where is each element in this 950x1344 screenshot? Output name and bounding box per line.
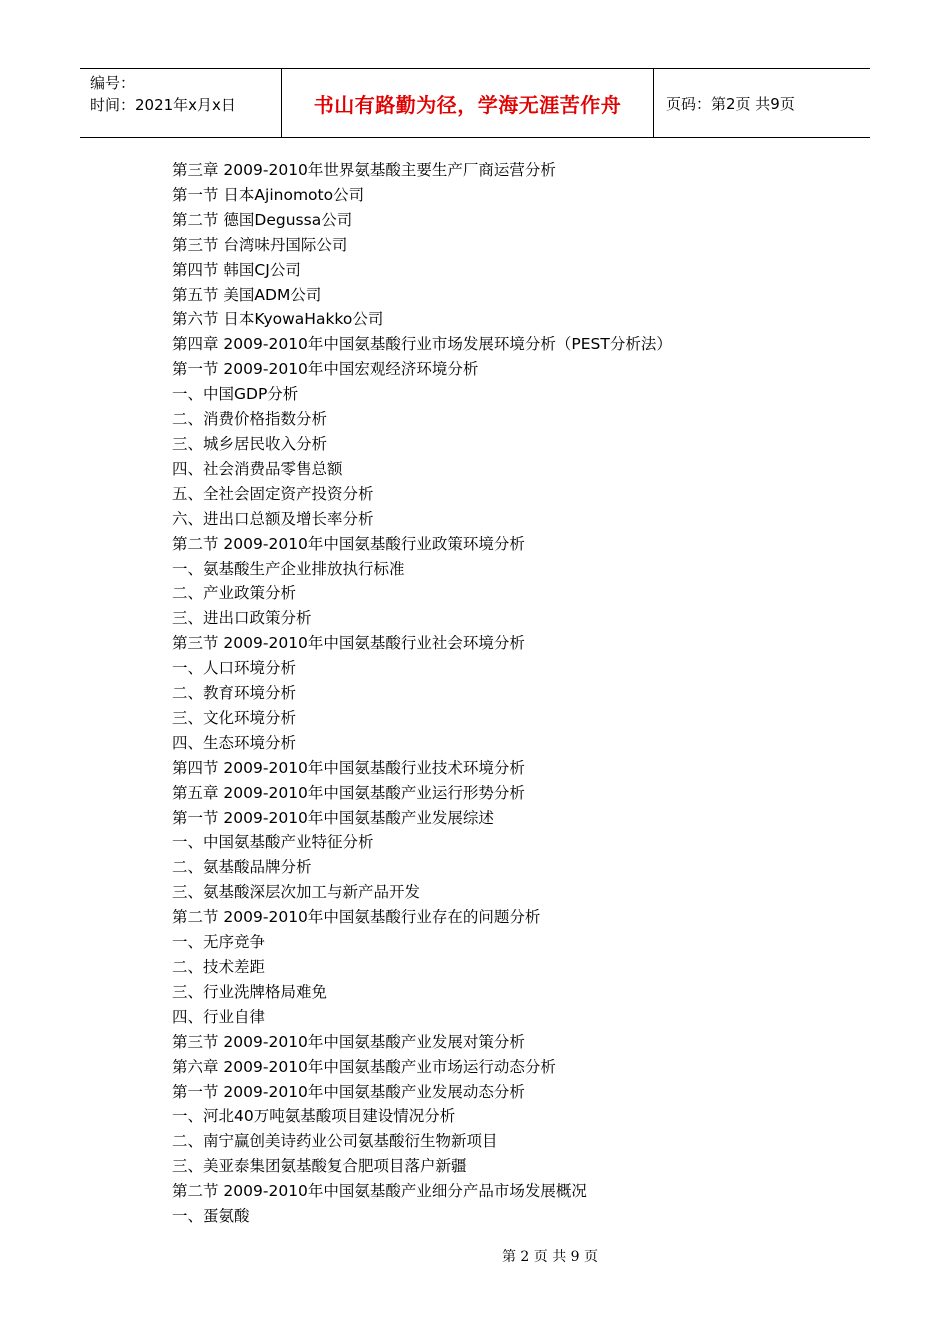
toc-entry: 第三节 2009-2010年中国氨基酸行业社会环境分析: [172, 634, 525, 653]
toc-entry: 第二节 2009-2010年中国氨基酸产业细分产品市场发展概况: [172, 1182, 587, 1201]
toc-entry: 第一节 2009-2010年中国宏观经济环境分析: [172, 360, 479, 379]
toc-entry: 四、生态环境分析: [172, 733, 297, 752]
toc-entry: 一、中国GDP分析: [172, 385, 299, 404]
toc-entry: 第六章 2009-2010年中国氨基酸产业市场运行动态分析: [172, 1057, 556, 1076]
document-number-label: 编号：: [90, 74, 136, 92]
toc-entry: 二、技术差距: [172, 958, 266, 976]
page-footer: [0, 1246, 950, 1266]
toc-entry: 第三章 2009-2010年世界氨基酸主要生产厂商运营分析: [172, 161, 556, 179]
toc-entry: 第四章 2009-2010年中国氨基酸行业市场发展环境分析（PEST分析法）: [172, 335, 672, 354]
toc-entry: 一、河北40万吨氨基酸项目建设情况分析: [172, 1107, 456, 1126]
toc-entry: 三、氨基酸深层次加工与新产品开发: [172, 883, 421, 902]
toc-entry: 第三节 台湾味丹国际公司: [172, 235, 348, 254]
header-meta-cell: [80, 69, 282, 137]
toc-entry: 一、人口环境分析: [172, 659, 297, 678]
toc-entry: 三、进出口政策分析: [172, 609, 312, 628]
toc-entry: 二、产业政策分析: [172, 584, 297, 603]
footer-page-number: 第 2 页 共 9 页: [501, 1249, 599, 1265]
toc-entry: 一、氨基酸生产企业排放执行标准: [172, 559, 405, 578]
page-header: [80, 68, 870, 138]
header-page-info: 页码：第2页 共9页: [666, 94, 795, 113]
toc-entry: 三、行业洗牌格局难免: [172, 982, 328, 1001]
toc-entry: 第四节 韩国CJ公司: [172, 260, 301, 279]
toc-entry: 二、氨基酸品牌分析: [172, 858, 312, 877]
toc-entry: 第一节 日本Ajinomoto公司: [172, 185, 365, 204]
toc-entry: 二、消费价格指数分析: [172, 410, 328, 429]
table-of-contents: [172, 158, 812, 1229]
header-motto: 书山有路勤为径，学海无涯苦作舟: [313, 92, 622, 117]
toc-entry: 第五章 2009-2010年中国氨基酸产业运行形势分析: [172, 783, 525, 802]
toc-entry: 三、文化环境分析: [172, 708, 297, 727]
toc-entry: 第二节 德国Degussa公司: [172, 210, 353, 229]
toc-entry: 第一节 2009-2010年中国氨基酸产业发展动态分析: [172, 1082, 525, 1101]
header-motto-cell: [282, 69, 654, 137]
toc-entry: 一、蛋氨酸: [172, 1207, 250, 1226]
toc-entry: 第六节 日本KyowaHakko公司: [172, 310, 384, 329]
toc-entry: 一、中国氨基酸产业特征分析: [172, 833, 374, 852]
toc-entry: 第二节 2009-2010年中国氨基酸行业政策环境分析: [172, 534, 525, 553]
toc-entry: 三、城乡居民收入分析: [172, 434, 328, 453]
toc-entry: 三、美亚泰集团氨基酸复合肥项目落户新疆: [172, 1157, 467, 1176]
toc-entry: 第三节 2009-2010年中国氨基酸产业发展对策分析: [172, 1032, 525, 1051]
toc-entry: 第一节 2009-2010年中国氨基酸产业发展综述: [172, 808, 494, 827]
toc-entry: 六、进出口总额及增长率分析: [172, 509, 374, 528]
toc-entry: 二、教育环境分析: [172, 684, 297, 703]
toc-entry: 四、行业自律: [172, 1007, 266, 1026]
toc-entry: 四、社会消费品零售总额: [172, 459, 343, 478]
toc-entry: 二、南宁赢创美诗药业公司氨基酸衍生物新项目: [172, 1132, 498, 1151]
toc-entry: 第五节 美国ADM公司: [172, 285, 322, 304]
toc-entry: 第四节 2009-2010年中国氨基酸行业技术环境分析: [172, 758, 525, 777]
toc-entry: 五、全社会固定资产投资分析: [172, 484, 374, 503]
header-page-cell: [654, 69, 870, 137]
toc-entry: 第二节 2009-2010年中国氨基酸行业存在的问题分析: [172, 908, 541, 927]
document-date: 时间：2021年x月x日: [90, 96, 236, 114]
toc-entry: 一、无序竞争: [172, 933, 266, 952]
